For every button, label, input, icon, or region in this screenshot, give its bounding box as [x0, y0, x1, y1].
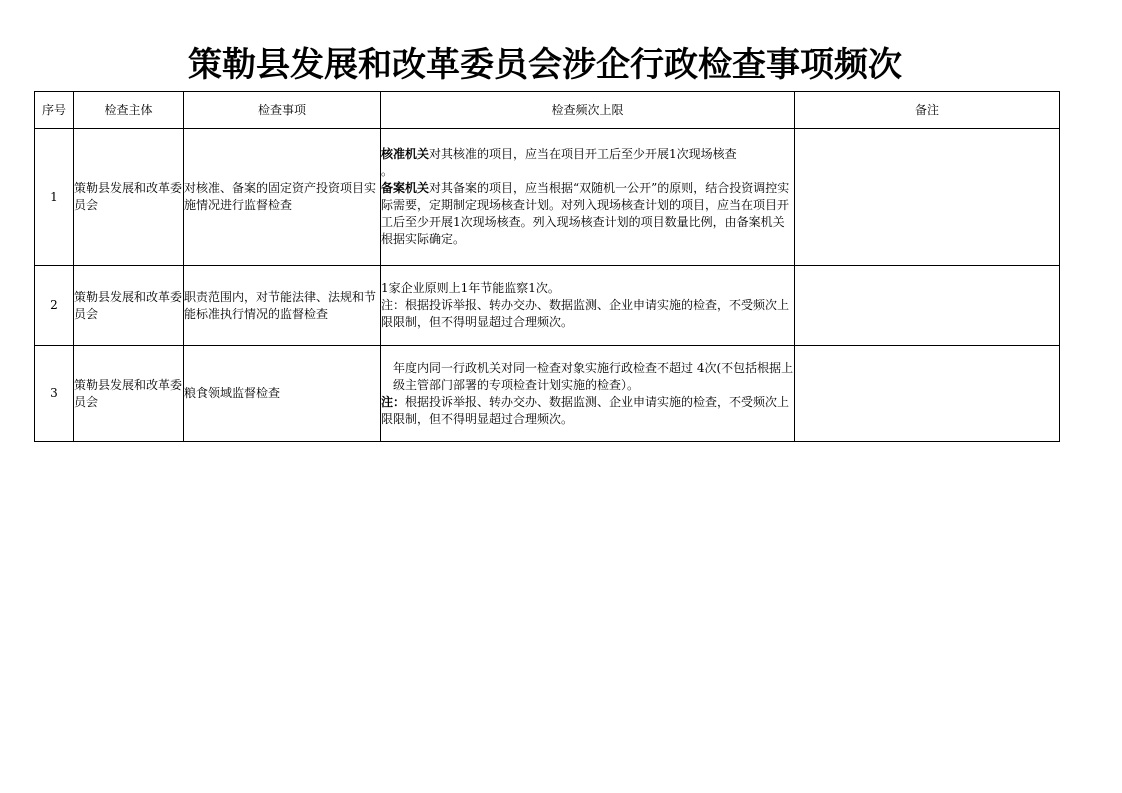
cell-frequency [381, 266, 795, 346]
cell-note [795, 266, 1060, 346]
freq-bold-label: 备案机关 [381, 181, 430, 195]
cell-item: 职责范围内，对节能法律、法规和节能标准执行情况的监督检查 [184, 266, 381, 346]
cell-no: 1 [35, 129, 74, 266]
header-no: 序号 [35, 92, 74, 129]
header-subject: 检查主体 [74, 92, 184, 129]
freq-bold-label: 核准机关 [381, 147, 430, 161]
freq-paragraph [381, 180, 794, 248]
page-title: 策勒县发展和改革委员会涉企行政检查事项频次 [188, 45, 902, 85]
cell-note [795, 346, 1060, 442]
cell-frequency [381, 346, 795, 442]
cell-item: 粮食领域监督检查 [184, 346, 381, 442]
cell-subject: 策勒县发展和改革委员会 [74, 129, 184, 266]
header-item: 检查事项 [184, 92, 381, 129]
inspection-table [34, 91, 1060, 442]
freq-note [381, 394, 794, 428]
freq-bold-label: 注： [381, 394, 406, 409]
table-row [35, 346, 1060, 442]
freq-line: 年度内同一行政机关对同一检查对象实施行政检查不超过 4次(不包括根据上级主管部门部署的专项检查计划实施的检查）。 [393, 360, 794, 392]
freq-text: 对其核准的项目，应当在项目开工后至少开展1次现场核查 [429, 147, 737, 161]
cell-subject: 策勒县发展和改革委员会 [74, 266, 184, 346]
freq-line: 1家企业原则上1年节能监察1次。 [381, 281, 560, 295]
table-header-row [35, 92, 1060, 129]
header-note: 备注 [795, 92, 1060, 129]
freq-note: 注：根据投诉举报、转办交办、数据监测、企业申请实施的检查，不受频次上限限制，但不得明显超过合理频次。 [381, 298, 790, 329]
cell-no: 3 [35, 346, 74, 442]
cell-subject: 策勒县发展和改革委员会 [74, 346, 184, 442]
table-row [35, 129, 1060, 266]
freq-text: 根据投诉举报、转办交办、数据监测、企业申请实施的检查，不受频次上限限制，但不得明显超过合理频次。 [381, 394, 790, 426]
freq-paragraph [381, 146, 794, 163]
cell-note [795, 129, 1060, 266]
freq-text: 对其备案的项目，应当根据“双随机一公开”的原则，结合投资调控实际需要，定期制定现场核查计划。对列入现场核查计划的项目，应当在项目开工后至少开展1次现场核查。列入现场核查计划的项目数量比例，由备案机关根据实际确定。 [381, 181, 790, 246]
cell-frequency [381, 129, 795, 266]
freq-tail: 。 [381, 164, 394, 178]
cell-item: 对核准、备案的固定资产投资项目实施情况进行监督检查 [184, 129, 381, 266]
header-frequency: 检查频次上限 [381, 92, 795, 129]
cell-no: 2 [35, 266, 74, 346]
table-row [35, 266, 1060, 346]
